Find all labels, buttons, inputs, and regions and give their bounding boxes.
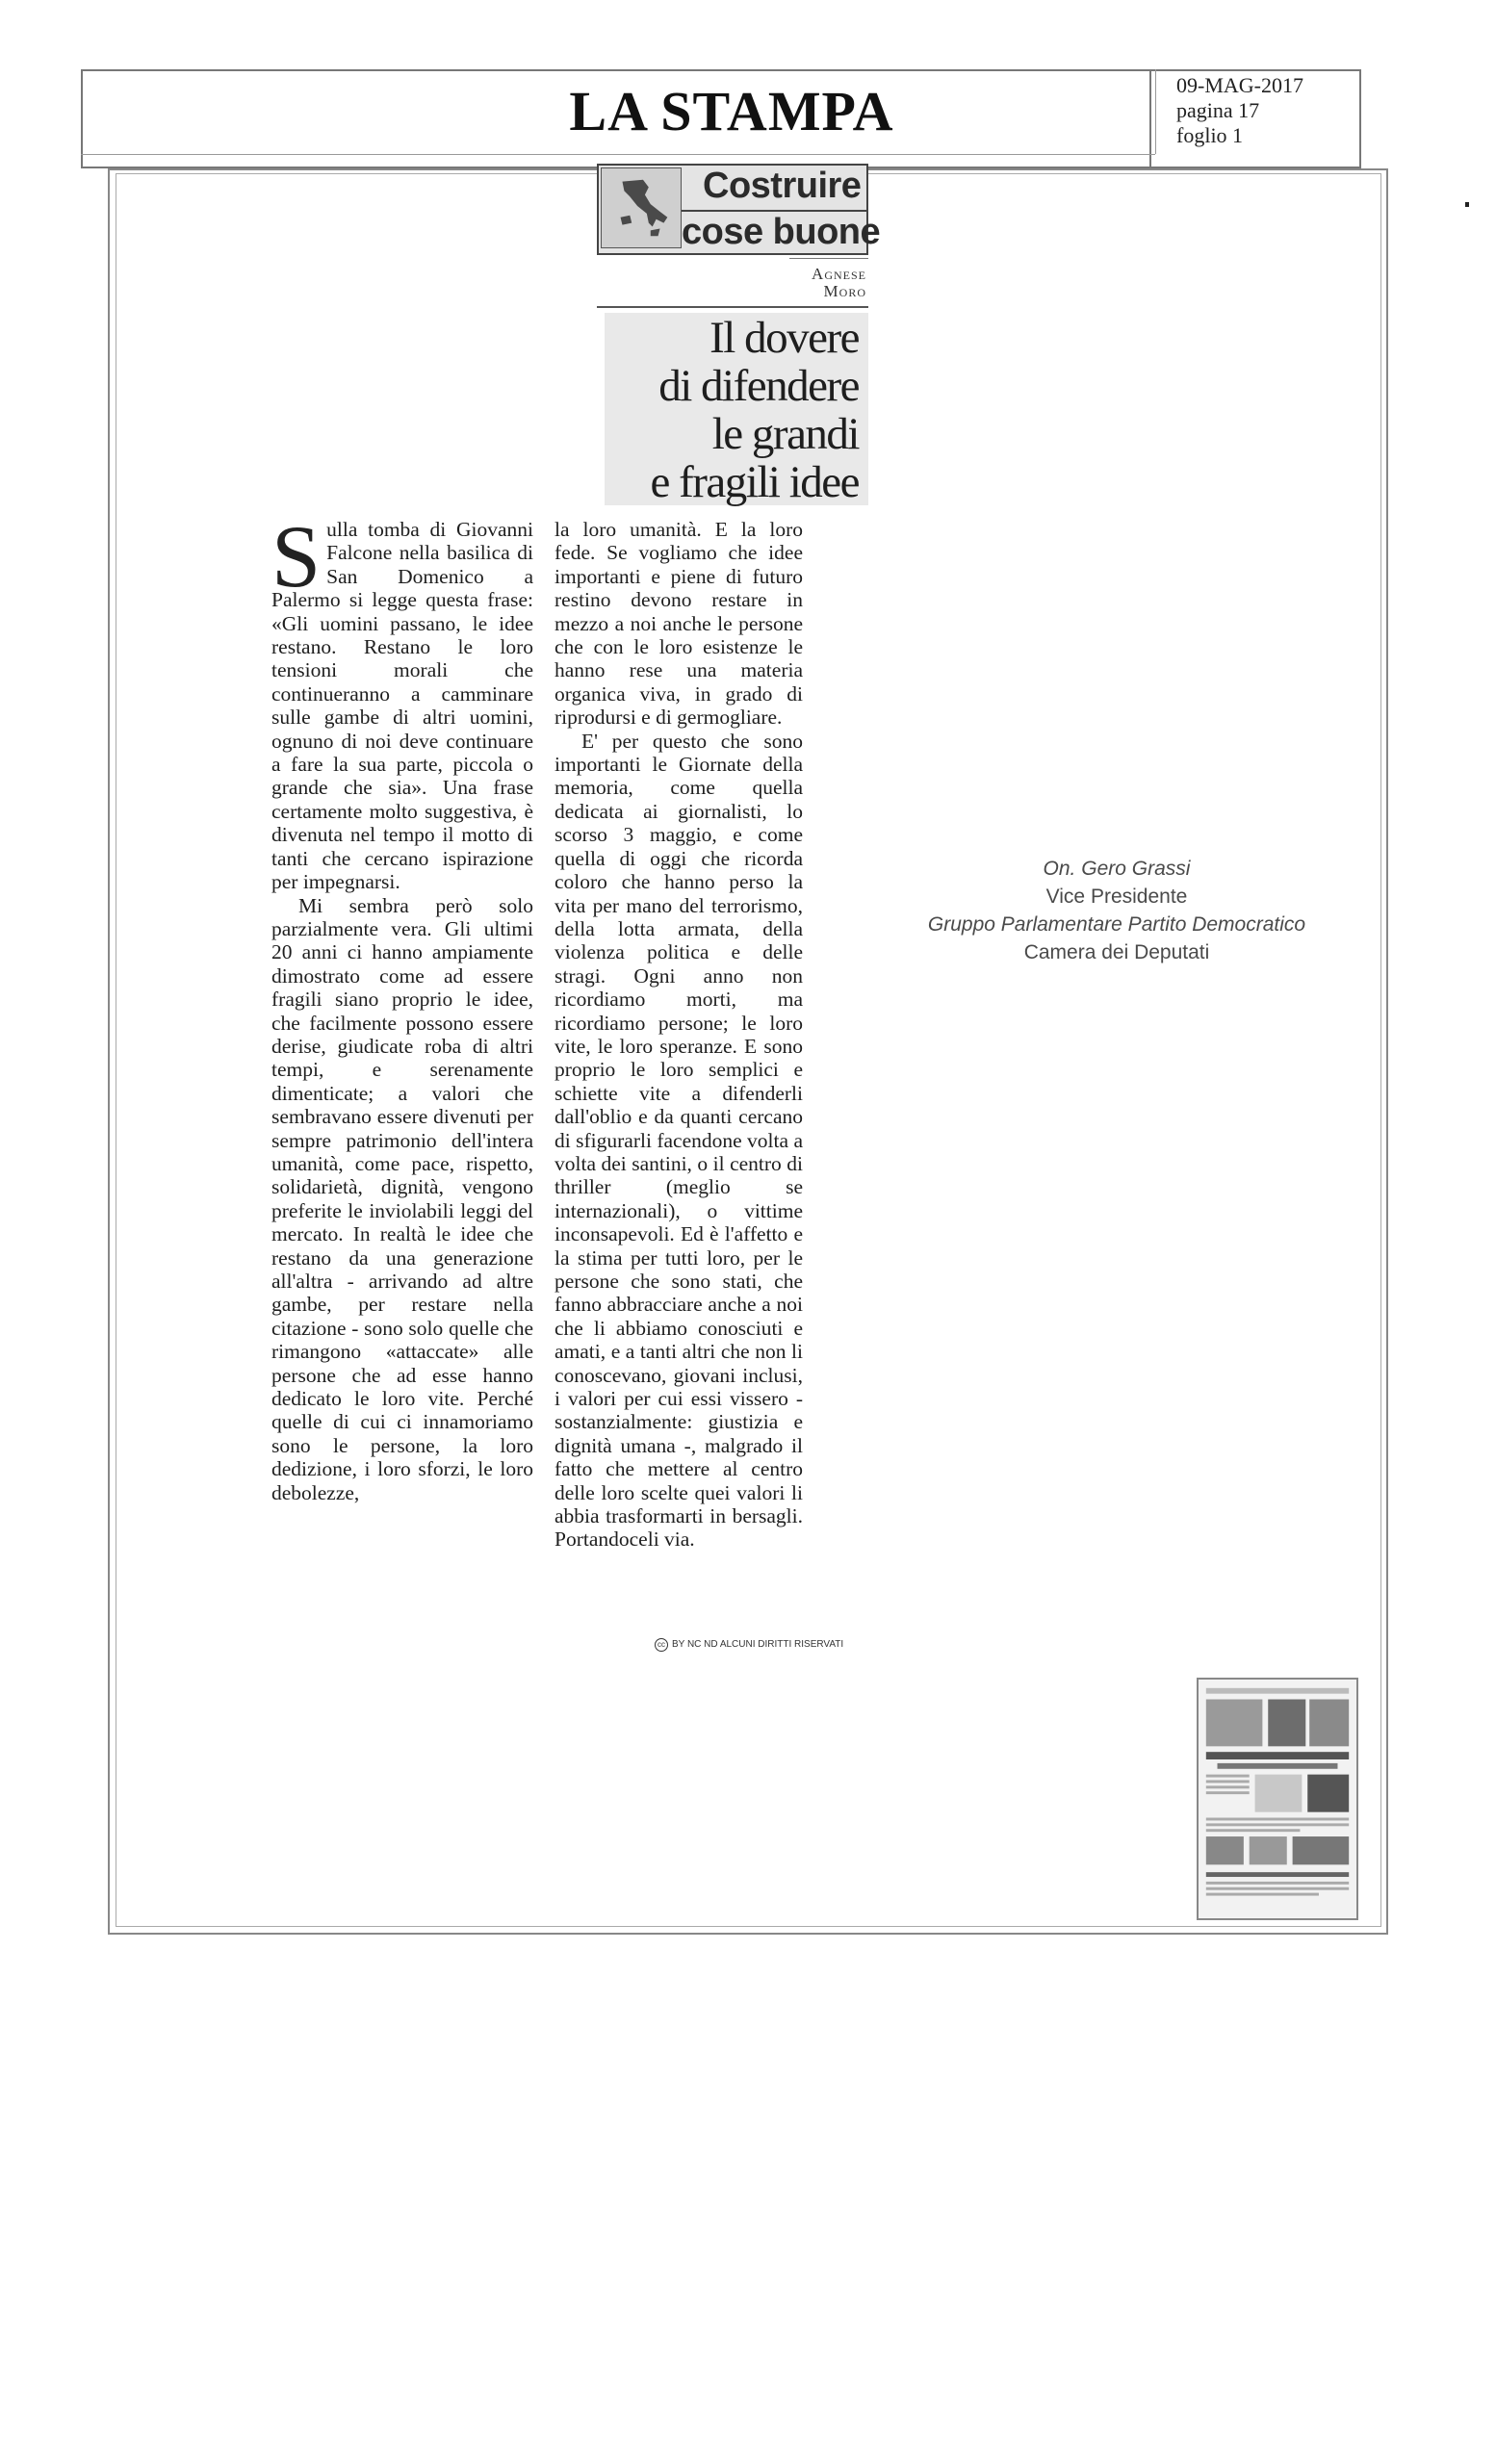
article-column-1: [271, 507, 533, 1504]
article-headline: [605, 314, 859, 506]
copyright-notice: [655, 1638, 843, 1652]
paragraph-text: ulla tomba di Giovanni Falcone nella basilica di San Domenico a Palermo si legge questa frase: «Gli uomini passano, le idee restano. Restano le loro tensioni morali che continueranno a camminare sulle gambe di altri uomini, ognuno di noi deve continuare a fare la sua parte, piccola o grande che sia». Una frase certamente molto suggestiva, è divenuta nel tempo il motto di tanti che cercano ispirazione per impegnarsi.: [271, 518, 533, 894]
column-kicker-line2: cose buone: [682, 212, 881, 252]
headline-rule: [597, 306, 868, 308]
clipping-meta: [1176, 73, 1303, 148]
article-column-2: [555, 518, 803, 1552]
headline-line: le grandi: [711, 409, 859, 459]
italy-map-icon: [601, 167, 682, 248]
creative-commons-icon: cc: [655, 1638, 668, 1652]
headline-line: e fragili idee: [650, 457, 859, 507]
clipping-page: pagina 17: [1176, 98, 1260, 122]
deputy-stamp: [915, 855, 1319, 966]
article-paragraph: [271, 507, 533, 894]
article-author: [770, 266, 866, 300]
article-paragraph: la loro umanità. E la loro fede. Se vogliamo che idee importanti e piene di futuro restino devono restare in mezzo a noi anche le persone che con le loro esistenze le hanno rese una materia organica viva, in grado di riprodursi e di germogliare.: [555, 518, 803, 730]
column-kicker-line1: Costruire: [703, 166, 862, 206]
stamp-chamber: Camera dei Deputati: [1023, 941, 1210, 963]
article-paragraph: Mi sembra però solo parzialmente vera. Gli ultimi 20 anni ci hanno ampiamente dimostrato come ad essere fragili siano proprio le idee, che facilmente possono essere derise, giudicate roba di altri tempi, e serenamente dimenticate; a valori che sembravano essere divenuti per sempre patrimonio dell'intera umanità, come pace, rispetto, solidarietà, dignità, vengono preferite le inviolabili leggi del mercato. In realtà le idee che restano da una generazione all'altra - arrivando ad altre gambe, per restare nella citazione - sono solo quelle che rimangono «attaccate» alle persone che ad esse hanno dedicato le loro vite. Perché quelle di cui ci innamoriamo sono le persone, la loro dedizione, i loro sforzi, le loro debolezze,: [271, 893, 533, 1504]
author-rule: [789, 258, 868, 259]
header-underline: [81, 154, 1155, 155]
headline-line: Il dovere: [709, 313, 859, 363]
headline-line: di difendere: [658, 361, 859, 411]
author-last-name: Moro: [823, 282, 866, 300]
scan-speck: [1465, 202, 1469, 207]
stamp-name: On. Gero Grassi: [1043, 858, 1191, 880]
copyright-text: BY NC ND ALCUNI DIRITTI RISERVATI: [672, 1639, 844, 1650]
author-first-name: Agnese: [812, 265, 866, 283]
clipping-sheet: foglio 1: [1176, 123, 1244, 147]
page-thumbnail-image: [1197, 1678, 1358, 1920]
stamp-group: Gruppo Parlamentare Partito Democratico: [927, 913, 1306, 936]
clipping-date: 09-MAG-2017: [1176, 73, 1303, 97]
header-divider-inner: [1155, 69, 1156, 154]
drop-cap: S: [271, 507, 322, 605]
newspaper-masthead: LA STAMPA: [569, 80, 894, 142]
article-paragraph: E' per questo che sono importanti le Giornate della memoria, come quella dedicata ai giornalisti, lo scorso 3 maggio, e come quella di oggi che ricorda coloro che hanno perso la vita per mano del terrorismo, della lotta armata, della violenza politica e delle stragi. Ogni anno non ricordiamo morti, ma ricordiamo persone; le loro vite, le loro speranze. E sono proprio le loro semplici e schiette vite a difenderli dall'oblio e da quanti cercano di sfigurarli facendone volta a volta dei santini, o il centro di thriller (meglio se internazionali), o vittime inconsapevoli. Ed è l'affetto e la stima per tutti loro, per le persone che sono stati, che fanno abbracciare anche a noi che li abbiamo conosciuti e amati, e a tanti altri che non li conoscevano, giovani inclusi, i valori per cui essi vissero - sostanzialmente: giustizia e dignità umana -, malgrado il fatto che mettere al centro delle loro scelte quei valori li abbia trasformarti in bersagli. Portandoceli via.: [555, 729, 803, 1552]
stamp-role: Vice Presidente: [1045, 886, 1188, 908]
